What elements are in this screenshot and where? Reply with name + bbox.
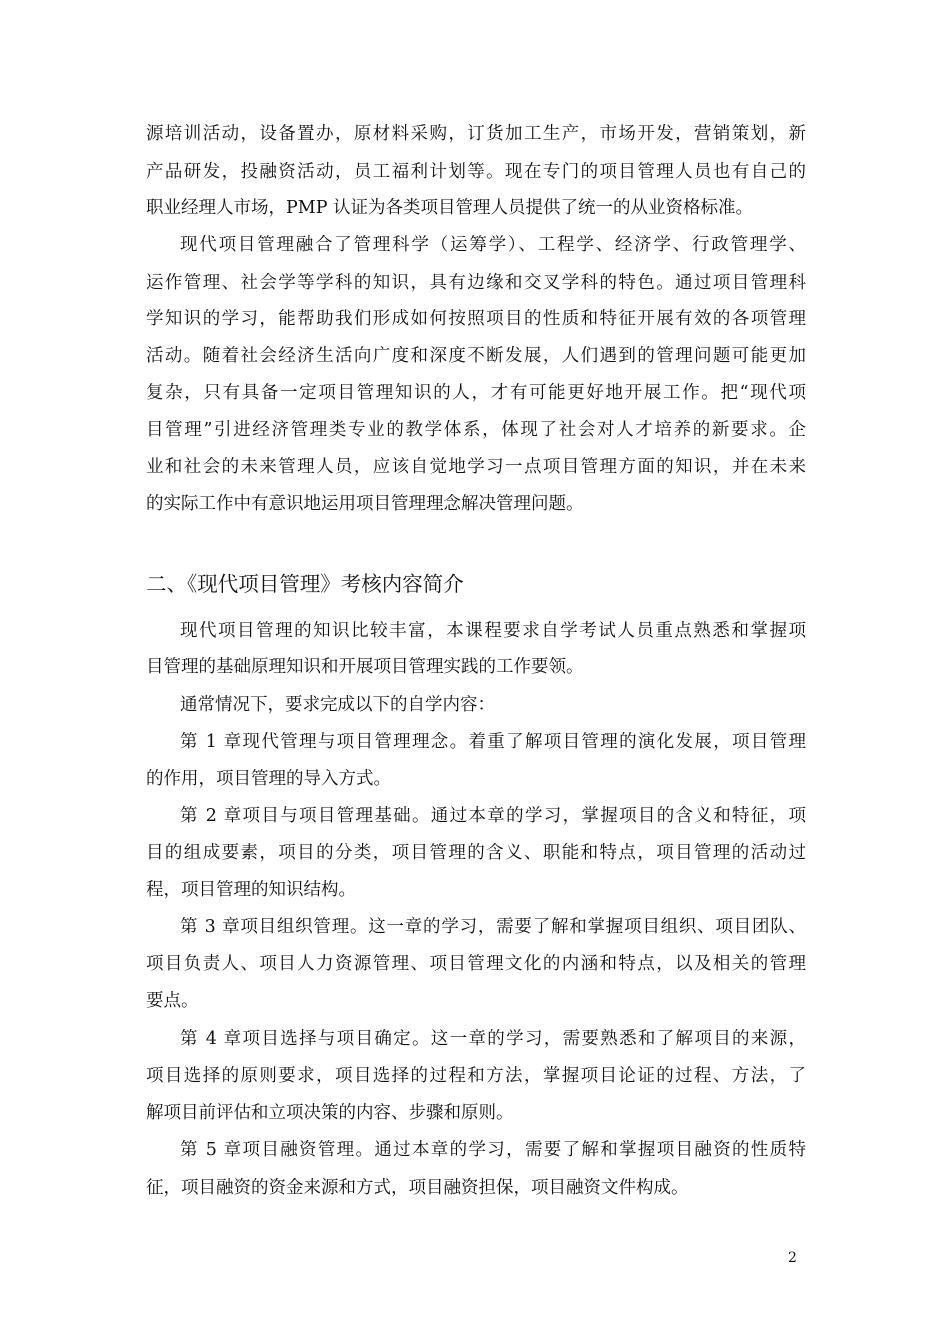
text-line: 解项目前评估和立项决策的内容、步骤和原则。 [146,1103,514,1123]
text-line: 目的组成要素，项目的分类，项目管理的含义、职能和特点，项目管理的活动过 [146,843,806,863]
text-line: 活动。随着社会经济生活向广度和深度不断发展，人们遇到的管理问题可能更加 [146,346,806,366]
text-line: 征，项目融资的资金来源和方式，项目融资担保，项目融资文件构成。 [146,1178,689,1198]
text-line: 的作用，项目管理的导入方式。 [146,769,391,789]
text-line: 现代项目管理的知识比较丰富，本课程要求自学考试人员重点熟悉和掌握项 [180,621,806,641]
text-line: 产品研发，投融资活动，员工福利计划等。现在专门的项目管理人员也有自己的 [146,162,806,182]
section-heading: 二、《现代项目管理》考核内容简介 [146,572,464,596]
text-line: 运作管理、社会学等学科的知识，具有边缘和交叉学科的特色。通过项目管理科 [146,273,806,293]
text-line: 学知识的学习，能帮助我们形成如何按照项目的性质和特征开展有效的各项管理 [146,309,806,329]
text-line: 目管理”引进经济管理类专业的教学体系，体现了社会对人才培养的新要求。企 [146,420,806,440]
text-line: 通常情况下，要求完成以下的自学内容： [180,695,495,715]
page-number: 2 [788,1250,797,1266]
text-line: 第 1 章现代管理与项目管理理念。着重了解项目管理的演化发展，项目管理 [180,732,806,752]
text-line: 目管理的基础原理知识和开展项目管理实践的工作要领。 [146,657,584,677]
text-line: 项目负责人、项目人力资源管理、项目管理文化的内涵和特点，以及相关的管理 [146,954,806,974]
text-line: 源培训活动，设备置办，原材料采购，订货加工生产，市场开发，营销策划，新 [146,124,806,144]
text-line: 第 4 章项目选择与项目确定。这一章的学习，需要熟悉和了解项目的来源， [180,1029,806,1049]
text-line: 要点。 [146,991,199,1011]
text-line: 职业经理人市场，PMP 认证为各类项目管理人员提供了统一的从业资格标准。 [146,198,754,218]
text-line: 现代项目管理融合了管理科学（运筹学）、工程学、经济学、行政管理学、 [180,235,806,255]
text-line: 的实际工作中有意识地运用项目管理理念解决管理问题。 [146,494,584,514]
text-line: 第 3 章项目组织管理。这一章的学习，需要了解和掌握项目组织、项目团队、 [180,917,806,937]
text-line: 项目选择的原则要求，项目选择的过程和方法，掌握项目论证的过程、方法，了 [146,1066,806,1086]
text-line: 第 2 章项目与项目管理基础。通过本章的学习，掌握项目的含义和特征，项 [180,806,806,826]
text-line: 程，项目管理的知识结构。 [146,880,356,900]
text-line: 第 5 章项目融资管理。通过本章的学习，需要了解和掌握项目融资的性质特 [180,1140,806,1160]
text-line: 复杂，只有具备一定项目管理知识的人，才有可能更好地开展工作。把“现代项 [146,383,806,403]
text-line: 业和社会的未来管理人员，应该自觉地学习一点项目管理方面的知识，并在未来 [146,457,806,477]
